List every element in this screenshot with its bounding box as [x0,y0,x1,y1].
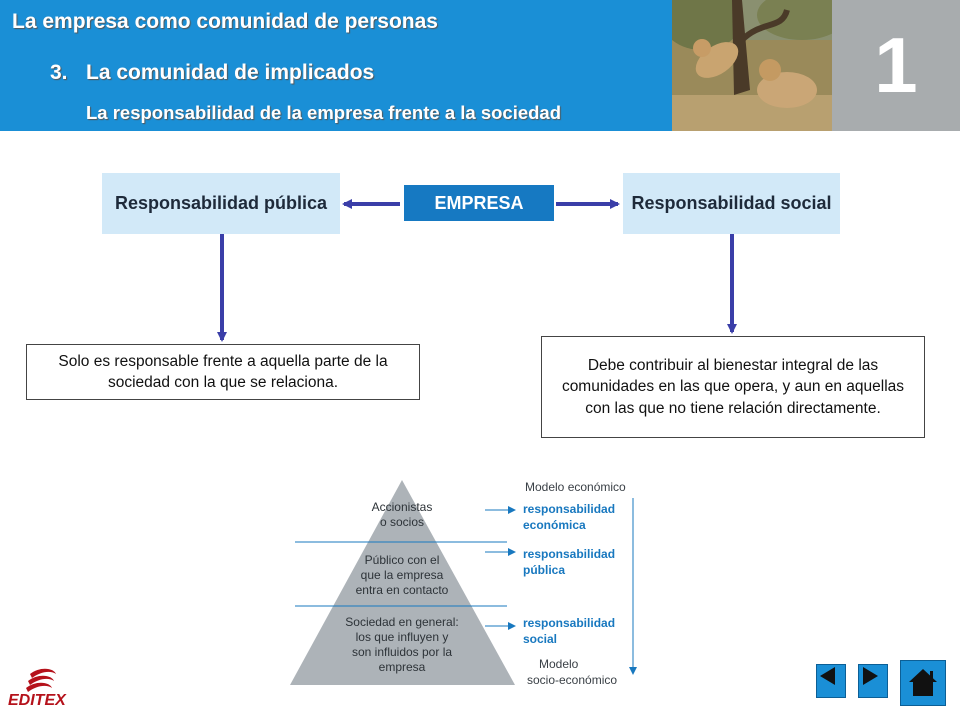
model-top-label: Modelo económico [525,480,626,494]
pyramid-level-3-line-1: Sociedad en general: [345,615,459,629]
pyramid-level-2-line-2: que la empresa [360,568,444,582]
social-responsibility-box: Responsabilidad social [623,173,840,234]
arrow-left-icon [817,665,839,687]
social-description-text: Debe contribuir al bienestar integral de las comunidades en las que opera, y aun en aquellas con las que no tiene relación directamente. [561,356,905,417]
prev-slide-button[interactable] [816,664,846,698]
responsibility-pyramid [285,478,645,693]
next-slide-button[interactable] [858,664,888,698]
editex-logo-text: EDITEX [8,692,66,709]
label-economica-1: responsabilidad [523,502,616,516]
empresa-box: EMPRESA [404,185,554,221]
home-icon [901,661,945,705]
label-social-1: responsabilidad [523,616,616,630]
pyramid-level-2-line-3: entra en contacto [355,583,449,597]
label-economica-2: económica [523,518,586,532]
public-responsibility-box: Responsabilidad pública [102,173,340,234]
chapter-number: 1 [874,21,918,109]
label-publica-1: responsabilidad [523,547,616,561]
pyramid-level-3-line-3: son influidos por la [351,645,453,659]
header-subtitle: La responsabilidad de la empresa frente a la sociedad [86,102,562,123]
model-bottom-label-1: Modelo [539,657,579,671]
social-description-box [541,336,925,438]
public-description-box [26,344,420,400]
label-social-2: social [523,632,558,646]
arrow-right-icon [859,665,881,687]
section-title: La comunidad de implicados [86,61,375,84]
pyramid-level-1-line-2: o socios [379,515,425,529]
pyramid-level-2-line-1: Público con el [364,553,440,567]
pyramid-level-3-line-4: empresa [378,660,426,674]
pyramid-level-1-line-1: Accionistas [371,500,433,514]
model-bottom-label-2: socio-económico [527,673,618,687]
label-publica-2: pública [523,563,566,577]
header-title: La empresa como comunidad de personas [12,10,438,33]
home-button[interactable] [900,660,946,706]
public-description-text: Solo es responsable frente a aquella parte de la sociedad con la que se relaciona. [58,352,388,391]
section-number: 3. [50,61,68,84]
pyramid-level-3-line-2: los que influyen y [355,630,449,644]
